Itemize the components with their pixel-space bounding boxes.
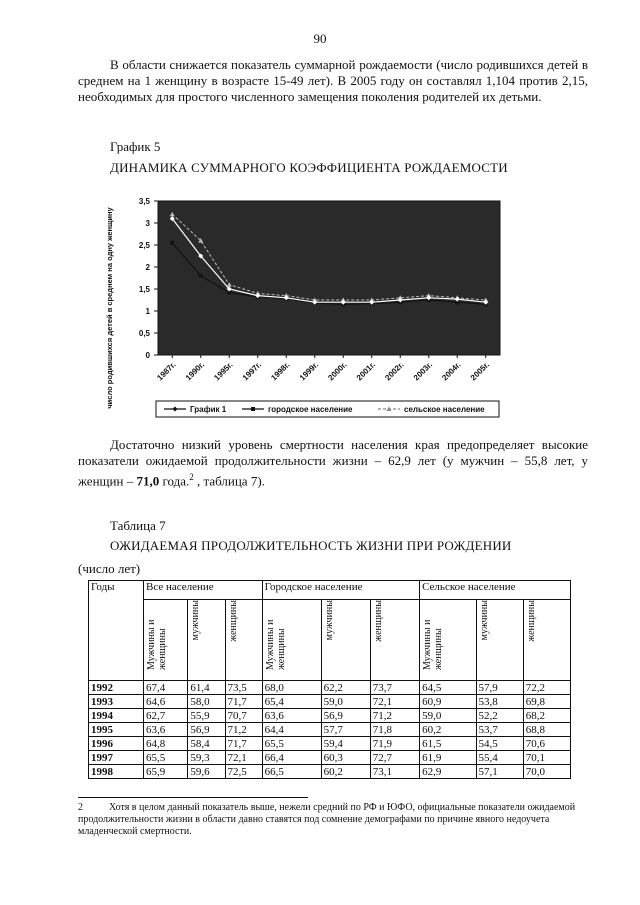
- table-row: [89, 695, 571, 709]
- table-cell: 65,4: [262, 695, 321, 709]
- y-tick-label: 3: [145, 219, 150, 228]
- table-row: [89, 709, 571, 723]
- table-cell: 61,5: [420, 737, 476, 751]
- para2-text-b: года.: [159, 473, 190, 489]
- y-tick-label: 3,5: [138, 197, 150, 206]
- legend-label: городское население: [268, 405, 353, 414]
- legend-label: сельское население: [404, 405, 485, 414]
- x-tick-label: 1987г.: [155, 360, 178, 383]
- subcol-men: мужчины: [190, 600, 202, 641]
- chart-caption: График 5: [110, 139, 161, 154]
- subcol-men: мужчины: [323, 600, 335, 641]
- x-tick-label: 2005г.: [468, 360, 492, 383]
- table-cell: 62,7: [144, 709, 188, 723]
- table-cell: 58,0: [188, 695, 225, 709]
- table-cell: 65,5: [262, 737, 321, 751]
- table-cell: 61,9: [420, 751, 476, 765]
- table-cell: 66,5: [262, 765, 321, 779]
- x-tick-label: 2001г.: [354, 360, 378, 383]
- table-cell: 64,8: [144, 737, 188, 751]
- table-cell: 62,9: [420, 765, 476, 779]
- y-axis-label: число родившихся детей в среднем на одну женщину: [105, 207, 114, 409]
- x-tick-label: 2004г.: [440, 360, 463, 383]
- table-row: [89, 751, 571, 765]
- data-point: [170, 241, 174, 245]
- legend-label: График 1: [190, 405, 227, 414]
- table-cell: 55,4: [476, 751, 523, 765]
- table-caption: Таблица 7: [110, 518, 166, 533]
- table-cell: 73,7: [370, 681, 419, 695]
- table-cell: 59,6: [188, 765, 225, 779]
- table-row: [89, 765, 571, 779]
- table-cell: 70,7: [225, 709, 262, 723]
- fertility-chart: [98, 183, 510, 428]
- row-year: 1994: [89, 709, 144, 723]
- table-cell: 72,2: [523, 681, 570, 695]
- table-cell: 59,0: [420, 709, 476, 723]
- table-cell: 70,1: [523, 751, 570, 765]
- col-group-urban: Городское население: [262, 581, 419, 600]
- subcol-both: Мужчины и женщины: [422, 619, 445, 670]
- y-tick-label: 1: [145, 307, 150, 316]
- table-cell: 63,6: [262, 709, 321, 723]
- table-cell: 56,9: [321, 709, 370, 723]
- table-cell: 72,1: [225, 751, 262, 765]
- table-cell: 59,0: [321, 695, 370, 709]
- table-cell: 68,8: [523, 723, 570, 737]
- table-row: [89, 737, 571, 751]
- chart-heading: ДИНАМИКА СУММАРНОГО КОЭФФИЦИЕНТА РОЖДАЕМОСТИ: [110, 160, 508, 175]
- subcol-women: женщины: [227, 600, 239, 642]
- table-cell: 59,3: [188, 751, 225, 765]
- col-header-years: Годы: [89, 581, 144, 681]
- footnote-mark: 2: [78, 802, 83, 813]
- subcol-men: мужчины: [478, 600, 490, 641]
- x-tick-label: 2003г.: [411, 360, 435, 383]
- life-expectancy-paragraph: [78, 437, 588, 489]
- subcol-women: женщины: [372, 600, 384, 642]
- table-cell: 68,0: [262, 681, 321, 695]
- footnote-text: Хотя в целом данный показатель выше, нежели средний по РФ и ЮФО, официальные показатели ожидаемой продолжительности жизни в области давно ставятся под сомнение демографами по причине явного недоучета младенческой смертности.: [78, 802, 576, 837]
- row-year: 1992: [89, 681, 144, 695]
- table-cell: 58,4: [188, 737, 225, 751]
- table-cell: 62,2: [321, 681, 370, 695]
- col-group-rural: Сельское население: [420, 581, 571, 600]
- table-cell: 69,8: [523, 695, 570, 709]
- table-cell: 71,2: [370, 709, 419, 723]
- row-year: 1997: [89, 751, 144, 765]
- table-cell: 72,5: [225, 765, 262, 779]
- table-cell: 67,4: [144, 681, 188, 695]
- para2-bold-value: 71,0: [136, 473, 160, 489]
- plot-area: [158, 201, 500, 355]
- legend-marker: [251, 407, 255, 411]
- table-cell: 52,2: [476, 709, 523, 723]
- data-point: [199, 274, 203, 278]
- table-cell: 53,7: [476, 723, 523, 737]
- x-tick-label: 2000г.: [326, 360, 349, 383]
- table-cell: 53,8: [476, 695, 523, 709]
- table-cell: 64,6: [144, 695, 188, 709]
- subcol-women: женщины: [525, 600, 537, 642]
- table-cell: 60,2: [321, 765, 370, 779]
- table-cell: 71,7: [225, 737, 262, 751]
- table-cell: 63,6: [144, 723, 188, 737]
- table-cell: 72,1: [370, 695, 419, 709]
- table-cell: 70,6: [523, 737, 570, 751]
- x-tick-label: 1995г.: [212, 360, 235, 383]
- table-cell: 64,4: [262, 723, 321, 737]
- table-cell: 71,9: [370, 737, 419, 751]
- row-year: 1998: [89, 765, 144, 779]
- table-cell: 71,8: [370, 723, 419, 737]
- table-cell: 73,5: [225, 681, 262, 695]
- table-cell: 70,0: [523, 765, 570, 779]
- y-tick-label: 1,5: [138, 285, 150, 294]
- table-cell: 61,4: [188, 681, 225, 695]
- row-year: 1993: [89, 695, 144, 709]
- table-row: [89, 723, 571, 737]
- para2-text-a: Достаточно низкий уровень смертности населения края предопределяет высокие показатели ожидаемой продолжительности жизни – 62,9 лет (у мужчин – 55,8 лет, у женщин –: [78, 437, 588, 489]
- table-cell: 71,7: [225, 695, 262, 709]
- table-cell: 60,3: [321, 751, 370, 765]
- footnote: [78, 802, 598, 838]
- table-cell: 55,9: [188, 709, 225, 723]
- subcol-both: Мужчины и женщины: [146, 619, 168, 670]
- table-cell: 65,5: [144, 751, 188, 765]
- table-cell: 59,4: [321, 737, 370, 751]
- table-row: [89, 681, 571, 695]
- life-expectancy-table: [88, 580, 571, 779]
- x-tick-label: 1998г.: [269, 360, 292, 383]
- table-cell: 60,2: [420, 723, 476, 737]
- col-group-all: Все население: [144, 581, 263, 600]
- x-tick-label: 1997г.: [240, 360, 264, 383]
- row-year: 1995: [89, 723, 144, 737]
- table-cell: 57,7: [321, 723, 370, 737]
- subcol-both: Мужчины и женщины: [264, 619, 287, 670]
- y-tick-label: 2: [145, 263, 150, 272]
- table-cell: 54,5: [476, 737, 523, 751]
- x-tick-label: 1999г.: [297, 360, 321, 383]
- table-cell: 66,4: [262, 751, 321, 765]
- table-cell: 57,1: [476, 765, 523, 779]
- table-unit: (число лет): [78, 561, 141, 576]
- footnote-ref: 2: [189, 472, 194, 482]
- table-cell: 72,7: [370, 751, 419, 765]
- table-cell: 60,9: [420, 695, 476, 709]
- table-cell: 68,2: [523, 709, 570, 723]
- table-cell: 65,9: [144, 765, 188, 779]
- table-cell: 56,9: [188, 723, 225, 737]
- footnote-divider: [78, 797, 308, 798]
- table-cell: 71,2: [225, 723, 262, 737]
- para2-text-c: , таблица 7).: [193, 473, 265, 489]
- table-cell: 64,5: [420, 681, 476, 695]
- y-tick-label: 0: [145, 351, 150, 360]
- intro-paragraph: В области снижается показатель суммарной рождаемости (число родившихся детей в среднем на 1 женщину в возрасте 15-49 лет). В 2005 году он составлял 1,104 против 2,15, необходимых для простого численного замещения поколения родителей их детьми.: [78, 57, 588, 104]
- y-tick-label: 0,5: [138, 329, 150, 338]
- y-tick-label: 2,5: [138, 241, 150, 250]
- table-cell: 73,1: [370, 765, 419, 779]
- table-heading: ОЖИДАЕМАЯ ПРОДОЛЖИТЕЛЬНОСТЬ ЖИЗНИ ПРИ РОЖДЕНИИ: [110, 538, 512, 553]
- x-tick-label: 2002г.: [383, 360, 406, 383]
- page-number: 90: [313, 31, 327, 46]
- table-cell: 57,9: [476, 681, 523, 695]
- row-year: 1996: [89, 737, 144, 751]
- x-tick-label: 1990г.: [183, 360, 207, 383]
